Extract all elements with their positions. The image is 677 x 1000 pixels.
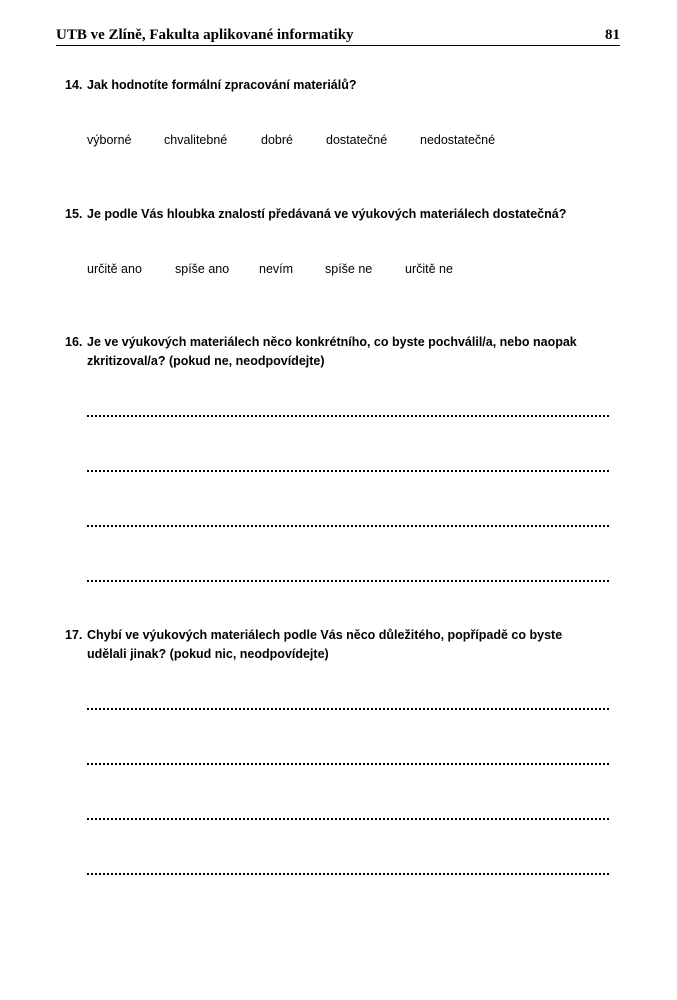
option-spise-ne[interactable]: spíše ne xyxy=(325,262,373,276)
question-text: Jak hodnotíte formální zpracování materiálů? xyxy=(87,78,357,92)
option-vyborne[interactable]: výborné xyxy=(87,133,132,147)
option-dostatecne[interactable]: dostatečné xyxy=(326,133,388,147)
answer-line[interactable] xyxy=(87,708,609,710)
option-nevim[interactable]: nevím xyxy=(259,262,294,276)
option-nedostatecne[interactable]: nedostatečné xyxy=(420,133,496,147)
answer-line[interactable] xyxy=(87,415,609,417)
header-title: UTB ve Zlíně, Fakulta aplikované informatiky xyxy=(56,27,354,43)
option-urcite-ano[interactable]: určitě ano xyxy=(87,262,142,276)
answer-line[interactable] xyxy=(87,763,609,765)
question-text: Je podle Vás hloubka znalostí předávaná ve výukových materiálech dostatečná? xyxy=(87,207,567,221)
answer-line[interactable] xyxy=(87,818,609,820)
question-text: Chybí ve výukových materiálech podle Vás něco důležitého, popřípadě co byste udělali jinak? (pokud nic, neodpovídejte) xyxy=(87,628,563,661)
question-14 xyxy=(65,76,585,95)
option-spise-ano[interactable]: spíše ano xyxy=(175,262,230,276)
answer-line[interactable] xyxy=(87,580,609,582)
question-text: Je ve výukových materiálech něco konkrétního, co byste pochválil/a, nebo naopak zkritizoval/a? (pokud ne, neodpovídejte) xyxy=(87,335,577,368)
page-header xyxy=(56,26,620,46)
option-urcite-ne[interactable]: určitě ne xyxy=(405,262,453,276)
question-number: 16. xyxy=(65,335,83,349)
answer-line[interactable] xyxy=(87,470,609,472)
question-number: 15. xyxy=(65,207,83,221)
option-dobre[interactable]: dobré xyxy=(261,133,293,147)
answer-line[interactable] xyxy=(87,525,609,527)
question-number: 17. xyxy=(65,628,83,642)
question-17 xyxy=(65,626,585,664)
page-number: 81 xyxy=(605,27,620,43)
answer-line[interactable] xyxy=(87,873,609,875)
question-15 xyxy=(65,205,585,224)
option-chvalitebne[interactable]: chvalitebné xyxy=(164,133,228,147)
question-16 xyxy=(65,333,585,371)
question-number: 14. xyxy=(65,78,83,92)
